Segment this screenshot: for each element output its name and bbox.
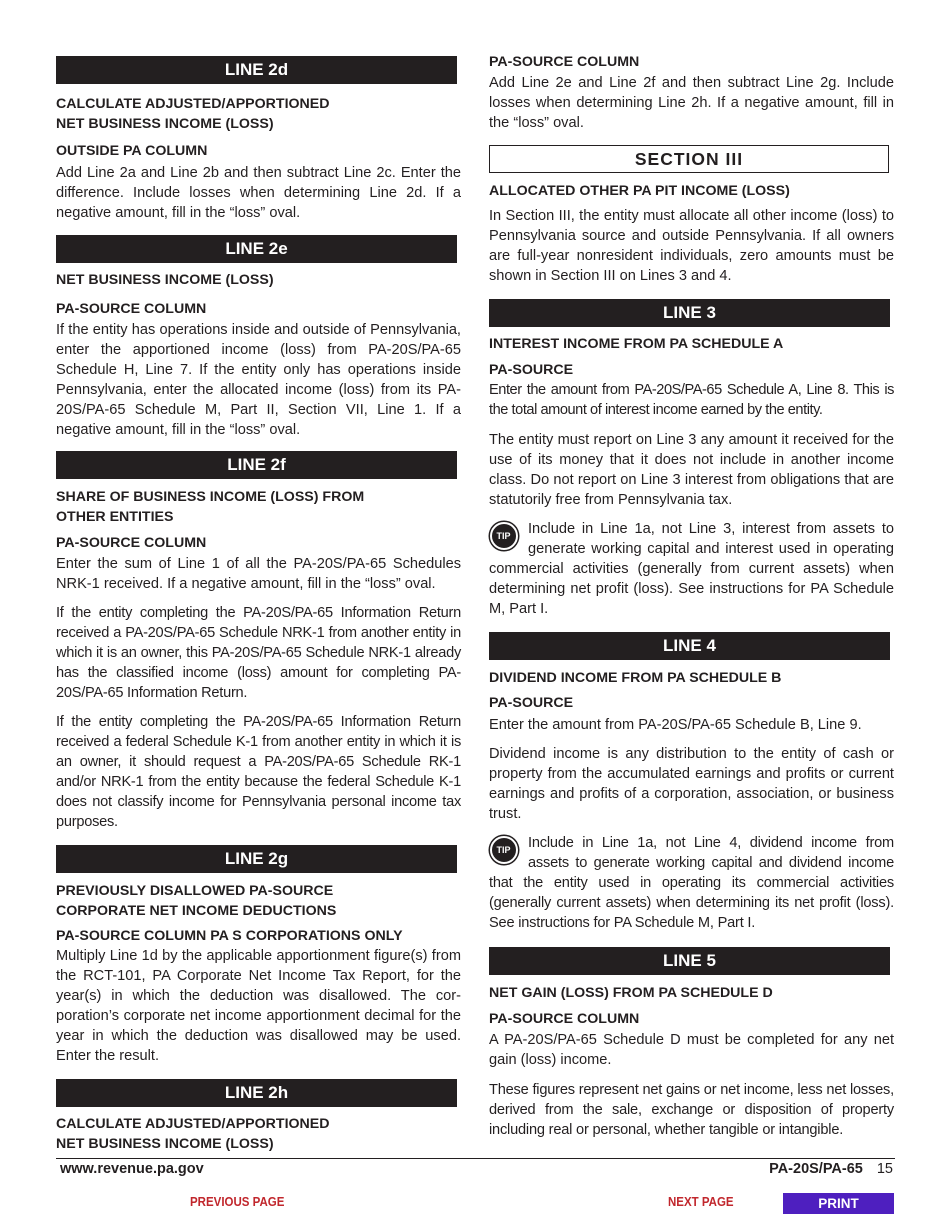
line-4-paragraph-2: Dividend income is any distribution to the entity of cash or property from the accumulated earnings and profits or current earnings and profits of a corporation, association, or business trust.: [489, 746, 894, 822]
line-5-heading: LINE 5: [489, 947, 890, 975]
line-2g-subheading-1: PREVIOUSLY DISALLOWED PA-SOURCE: [56, 883, 334, 899]
previous-page-link[interactable]: PREVIOUS PAGE: [190, 1195, 285, 1209]
form-number: PA-20S/PA-65: [769, 1161, 863, 1177]
line-4-tip: [489, 833, 894, 933]
line-3-column-label: PA-SOURCE: [489, 362, 574, 378]
website-url: www.revenue.pa.gov: [60, 1161, 204, 1177]
line-2f-paragraph-1: Enter the sum of Line 1 of all the PA-20S/PA-65 Schedules NRK-1 received. If a negative amount, fill in the “loss” oval.: [56, 556, 461, 592]
line-2d-paragraph: Add Line 2a and Line 2b and then subtract Line 2c. Enter the difference. Include losses when determining Line 2d. If a negative amount, fill in the “loss” oval.: [56, 165, 461, 221]
line-5-paragraph-2: These figures represent net gains or net income, less net losses, derived from the sale, exchange or disposition of property including real or personal, whether tangible or intangible.: [489, 1082, 894, 1138]
line-2e-column-label: PA-SOURCE COLUMN: [56, 301, 207, 317]
section-3-subheading: ALLOCATED OTHER PA PIT INCOME (LOSS): [489, 183, 790, 199]
line-3-tip-text: Include in Line 1a, not Line 3, interest from assets to generate working capital and interest used in operating commercial activities (generally from current assets) when determining net profit (loss). See instructions for PA Schedule M, Part I.: [489, 521, 894, 617]
line-2d-subheading-2: NET BUSINESS INCOME (LOSS): [56, 116, 274, 132]
footer-divider: [56, 1158, 895, 1159]
line-2h-subheading-2: NET BUSINESS INCOME (LOSS): [56, 1136, 274, 1152]
line-2f-paragraph-2: If the entity completing the PA-20S/PA-65 Information Return received a PA-20S/PA-65 Schedule NRK-1 from another entity in which it is an owner, this PA-20S/PA-65 Schedule NRK-1 already has the classified income (loss) amount for completing PA-20S/PA-65 Information Return.: [56, 605, 461, 701]
line-4-paragraph-1: Enter the amount from PA-20S/PA-65 Schedule B, Line 9.: [489, 717, 862, 733]
line-3-subheading: INTEREST INCOME FROM PA SCHEDULE A: [489, 336, 784, 352]
line-5-paragraph-1: A PA-20S/PA-65 Schedule D must be completed for any net gain (loss) income.: [489, 1032, 894, 1068]
line-2e-heading: LINE 2e: [56, 235, 457, 263]
line-3-paragraph-1: Enter the amount from PA-20S/PA-65 Schedule A, Line 8. This is the total amount of interest income earned by the entity.: [489, 382, 894, 418]
line-2d-subheading-1: CALCULATE ADJUSTED/APPORTIONED: [56, 96, 330, 112]
page-number: 15: [876, 1161, 893, 1177]
line-4-subheading: DIVIDEND INCOME FROM PA SCHEDULE B: [489, 670, 782, 686]
line-2g-heading: LINE 2g: [56, 845, 457, 873]
line-2g-paragraph: Multiply Line 1d by the applicable apportionment figure(s) from the RCT-101, PA Corporate Net Income Tax Report, for the year(s) in which the deduction was disallowed. The corporation’s corporate net income apportionment decimal for the year in which the deduction was disallowed may be used. Enter the result.: [56, 948, 461, 1064]
line-2f-subheading-2: OTHER ENTITIES: [56, 509, 174, 525]
next-page-link[interactable]: NEXT PAGE: [668, 1195, 734, 1209]
line-2d-column-label: OUTSIDE PA COLUMN: [56, 143, 208, 159]
line-3-tip: [489, 519, 894, 619]
line-2e-subheading: NET BUSINESS INCOME (LOSS): [56, 272, 274, 288]
right-column: [489, 52, 894, 1140]
line-2h-column-label: PA-SOURCE COLUMN: [489, 54, 640, 70]
line-4-column-label: PA-SOURCE: [489, 695, 574, 711]
line-2g-column-label: PA-SOURCE COLUMN PA S CORPORATIONS ONLY: [56, 928, 403, 944]
line-2f-column-label: PA-SOURCE COLUMN: [56, 535, 207, 551]
line-2d-heading: LINE 2d: [56, 56, 457, 84]
print-button[interactable]: PRINT: [783, 1193, 894, 1214]
line-3-heading: LINE 3: [489, 299, 890, 327]
line-2h-paragraph: Add Line 2e and Line 2f and then subtract Line 2g. Include losses when determining Line 2h. If a negative amount, fill in the “loss” oval.: [489, 75, 894, 131]
line-3-paragraph-2: The entity must report on Line 3 any amount it received for the use of its money that it does not include in another income class. Do not report on Line 3 interest from obligations that are statutorily free from Pennsylvania tax.: [489, 432, 894, 508]
line-2f-subheading-1: SHARE OF BUSINESS INCOME (LOSS) FROM: [56, 489, 365, 505]
line-2g-subheading-2: CORPORATE NET INCOME DEDUCTIONS: [56, 903, 337, 919]
line-4-tip-text: Include in Line 1a, not Line 4, dividend income from assets to generate working capital and dividend income that the entity used in operating its commercial activities (generally current assets) when determining its net profit (loss). See instructions for PA Schedule M, Part I.: [489, 835, 894, 931]
section-3-heading: SECTION III: [489, 145, 889, 173]
line-2h-subheading-1: CALCULATE ADJUSTED/APPORTIONED: [56, 1116, 330, 1132]
tip-icon: TIP: [489, 522, 518, 550]
tip-icon: TIP: [489, 836, 518, 864]
line-5-column-label: PA-SOURCE COLUMN: [489, 1011, 640, 1027]
line-5-subheading: NET GAIN (LOSS) FROM PA SCHEDULE D: [489, 985, 773, 1001]
form-page-label: [769, 1161, 893, 1177]
line-4-heading: LINE 4: [489, 632, 890, 660]
line-2f-paragraph-3: If the entity completing the PA-20S/PA-65 Information Return received a federal Schedule K-1 from another entity in which it is an owner, it should request a PA-20S/PA-65 Schedule RK-1 and/or NRK-1 from the entity because the federal Schedule K-1 does not classify income for Pennsylvania personal income tax purposes.: [56, 714, 461, 830]
line-2f-heading: LINE 2f: [56, 451, 457, 479]
section-3-paragraph: In Section III, the entity must allocate all other income (loss) to Pennsylvania source and outside Pennsylvania. If all owners are full-year nonresident individuals, zero amounts must be shown in Section III on Lines 3 and 4.: [489, 208, 894, 284]
left-column: [56, 52, 461, 1154]
line-2e-paragraph: If the entity has operations inside and outside of Pennsylvania, enter the apportioned income (loss) from PA-20S/PA-65 Schedule H, Line 7. If the entity only has operations inside Pennsylvania, enter the allocated income (loss) from its PA-20S/PA-65 Schedule M, Part II, Section VII, Line 1. If a negative amount, fill in the “loss” oval.: [56, 322, 461, 438]
line-2h-heading: LINE 2h: [56, 1079, 457, 1107]
